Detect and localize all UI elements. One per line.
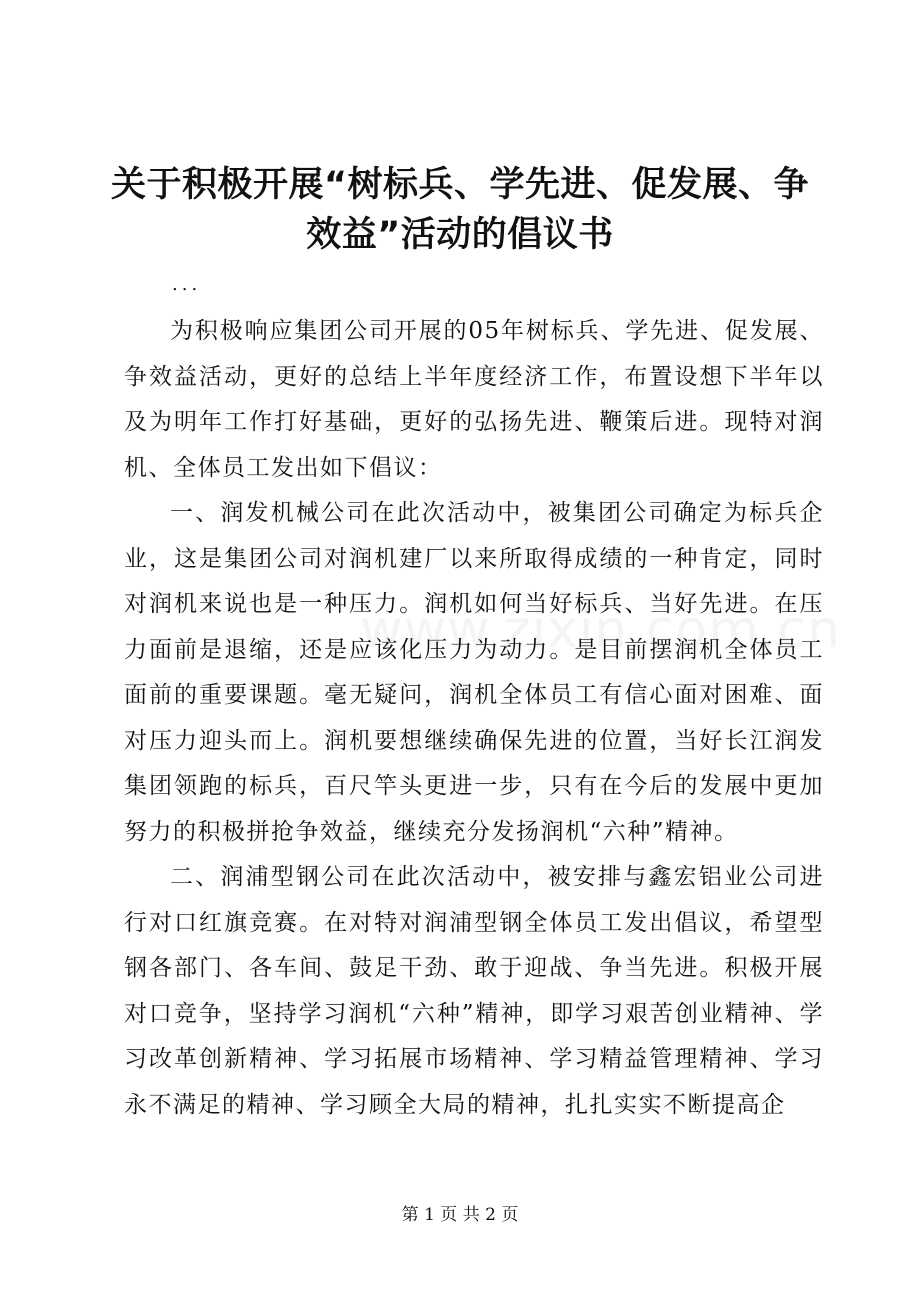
page-number-footer: 第 1 页 共 2 页 [401,1205,519,1225]
paragraph: 二、润浦型钢公司在此次活动中，被安排与鑫宏铝业公司进行对口红旗竞赛。在对特对润浦型钢全体员工发出倡议，希望型钢各部门、各车间、鼓足干劲、敢于迎战、争当先进。积极开展对口竞争，坚持学习润机“六种”精神，即学习艰苦创业精神、学习改革创新精神、学习拓展市场精神、学习精益管理精神、学习永不满足的精神、学习顾全大局的精神，扎扎实实不断提高企 [124,864,824,1118]
paragraph: 一、润发机械公司在此次活动中，被集团公司确定为标兵企业，这是集团公司对润机建厂以来所取得成绩的一种肯定，同时对润机来说也是一种压力。润机如何当好标兵、当好先进。在压力面前是退缩，还是应该化压力为动力。是目前摆润机全体员工面前的重要课题。毫无疑问，润机全体员工有信心面对困难、面对压力迎头而上。润机要想继续确保先进的位置，当好长江润发集团领跑的标兵，百尺竿头更进一步，只有在今后的发展中更加努力的积极拼抢争效益，继续充分发扬润机“六种”精神。 [124,500,824,845]
paragraph: 为积极响应集团公司开展的05年树标兵、学先进、促发展、争效益活动，更好的总结上半年度经济工作，布置设想下半年以及为明年工作打好基础，更好的弘扬先进、鞭策后进。现特对润机、全体员工发出如下倡议： [124,318,824,481]
document-body [124,309,824,1128]
document-title: 关于积极开展“树标兵、学先进、促发展、争效益”活动的倡议书 [110,165,809,255]
ellipsis: ... [172,274,202,295]
